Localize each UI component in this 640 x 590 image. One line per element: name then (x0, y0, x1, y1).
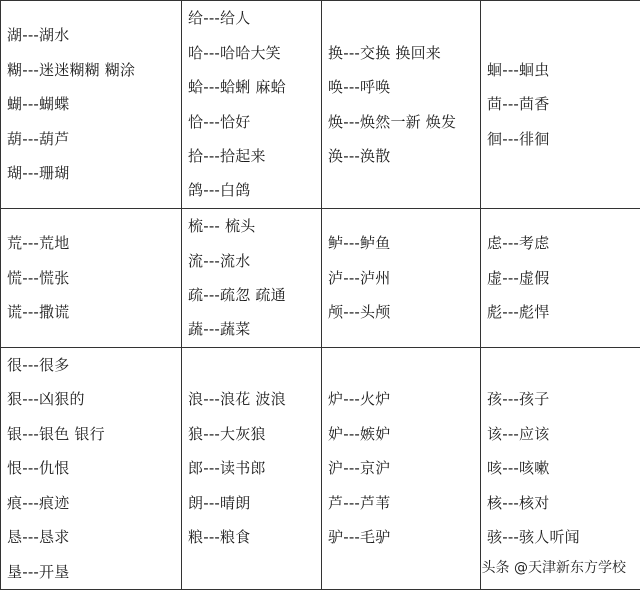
word-entry: 拾---拾起来 (188, 139, 321, 173)
word-entry: 恨---仇恨 (7, 451, 181, 485)
word-entry: 泸---泸州 (328, 261, 480, 295)
table-cell (481, 348, 640, 590)
word-entry: 疏---疏忽 疏通 (188, 278, 321, 312)
word-entry: 蛤---蛤蜊 麻蛤 (188, 70, 321, 104)
table-cell (481, 1, 640, 209)
watermark: 头条 @天津新东方学校 (482, 557, 626, 577)
word-entry: 唤---呼唤 (328, 70, 480, 104)
word-entry: 恰---恰好 (188, 105, 321, 139)
word-entry: 瑚---珊瑚 (7, 156, 181, 190)
word-entry: 驴---毛驴 (328, 520, 480, 554)
word-entry: 咳---咳嗽 (487, 451, 640, 485)
word-entry: 妒---嫉妒 (328, 417, 480, 451)
word-entry: 郎---读书郎 (188, 451, 321, 485)
word-entry: 茴---茴香 (487, 87, 640, 121)
word-entry: 虑---考虑 (487, 226, 640, 260)
word-entry: 孩---孩子 (487, 382, 640, 416)
word-entry: 哈---哈哈大笑 (188, 36, 321, 70)
word-entry: 浪---浪花 波浪 (188, 382, 321, 416)
word-entry: 慌---慌张 (7, 261, 181, 295)
table-row (1, 209, 640, 348)
word-entry: 湖---湖水 (7, 18, 181, 52)
word-entry: 粮---粮食 (188, 520, 321, 554)
word-entry: 恳---恳求 (7, 520, 181, 554)
word-entry: 该---应该 (487, 417, 640, 451)
word-entry: 鲈---鲈鱼 (328, 226, 480, 260)
table-cell (182, 348, 322, 590)
word-entry: 鸽---白鸽 (188, 173, 321, 207)
word-entry: 谎---撒谎 (7, 295, 181, 329)
table-cell (322, 209, 481, 348)
word-entry: 沪---京沪 (328, 451, 480, 485)
word-entry: 银---银色 银行 (7, 417, 181, 451)
table-cell (1, 209, 182, 348)
table-cell (1, 348, 182, 590)
word-entry: 彪---彪悍 (487, 295, 640, 329)
word-entry: 焕---焕然一新 焕发 (328, 105, 480, 139)
word-entry: 芦---芦苇 (328, 486, 480, 520)
word-entry: 骇---骇人听闻 (487, 520, 640, 554)
table-cell (182, 209, 322, 348)
word-entry: 蝴---蝴蝶 (7, 87, 181, 121)
word-entry: 很---很多 (7, 348, 181, 382)
word-entry: 蔬---蔬菜 (188, 312, 321, 346)
word-entry: 颅---头颅 (328, 295, 480, 329)
word-entry: 垦---开垦 (7, 555, 181, 589)
word-entry: 狼---大灰狼 (188, 417, 321, 451)
table-cell (1, 1, 182, 209)
word-entry: 核---核对 (487, 486, 640, 520)
table-cell (322, 1, 481, 209)
table-cell (481, 209, 640, 348)
word-entry: 荒---荒地 (7, 226, 181, 260)
table-row (1, 348, 640, 590)
word-entry: 梳--- 梳头 (188, 209, 321, 243)
word-entry: 炉---火炉 (328, 382, 480, 416)
table-cell (182, 1, 322, 209)
word-entry: 给---给人 (188, 1, 321, 35)
word-entry: 蛔---蛔虫 (487, 53, 640, 87)
word-entry: 狠---凶狠的 (7, 382, 181, 416)
table-cell (322, 348, 481, 590)
word-entry: 葫---葫芦 (7, 122, 181, 156)
word-entry: 流---流水 (188, 244, 321, 278)
word-entry: 痕---痕迹 (7, 486, 181, 520)
word-entry: 涣---涣散 (328, 139, 480, 173)
word-entry: 糊---迷迷糊糊 糊涂 (7, 53, 181, 87)
table-row (1, 1, 640, 209)
word-entry: 朗---晴朗 (188, 486, 321, 520)
word-entry: 徊---徘徊 (487, 122, 640, 156)
word-entry: 换---交换 换回来 (328, 36, 480, 70)
word-entry: 虚---虚假 (487, 261, 640, 295)
